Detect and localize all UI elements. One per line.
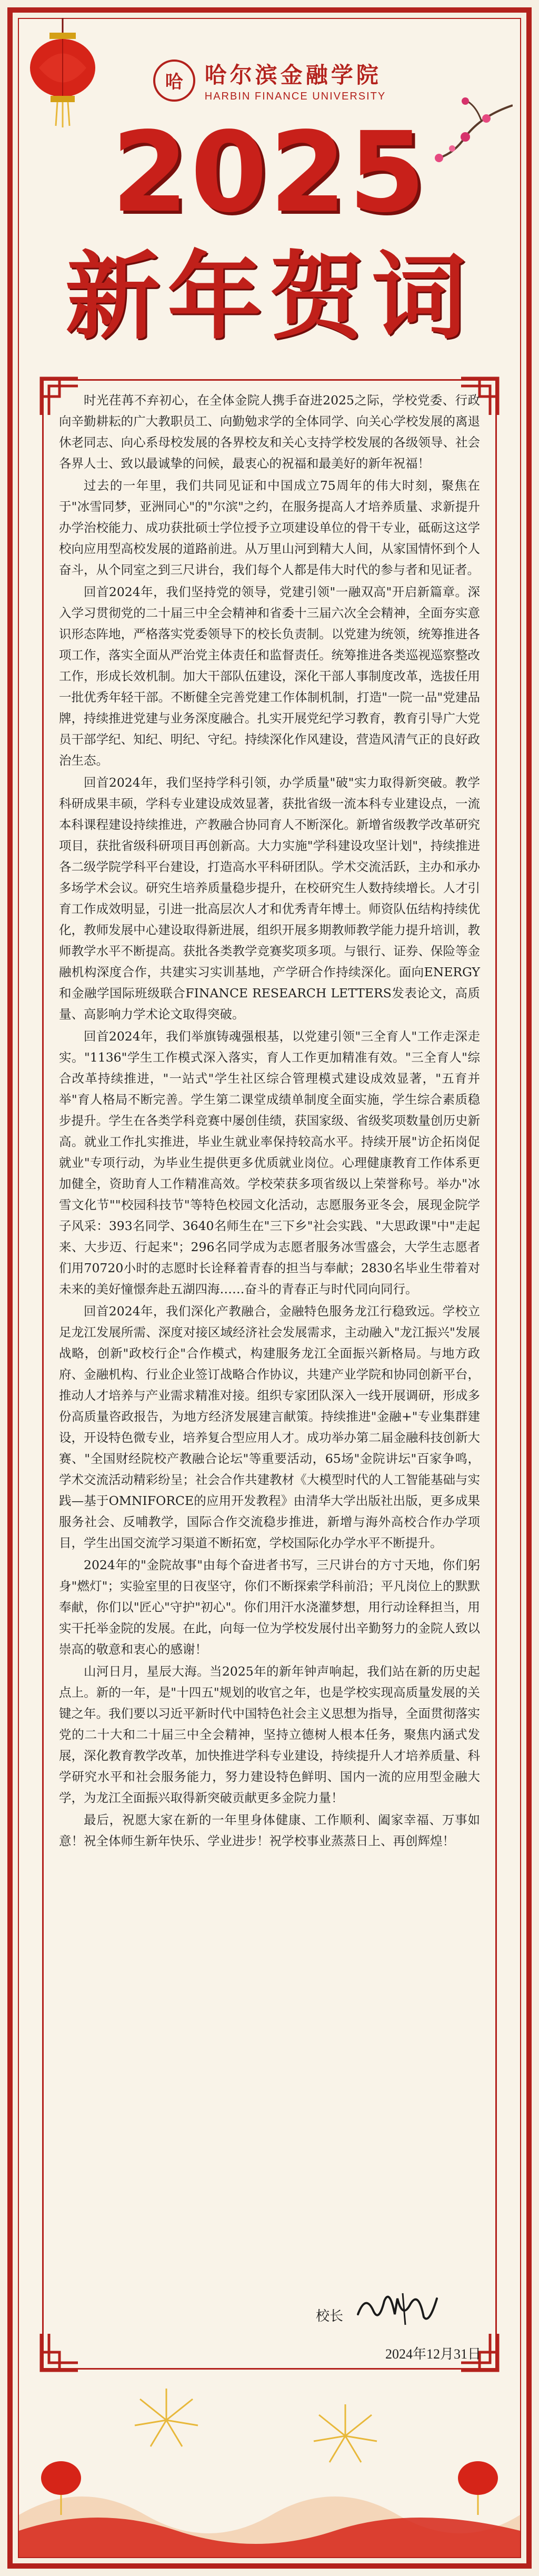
paragraph: 山河日月，星辰大海。当2025年的新年钟声响起，我们站在新的历史起点上。新的一年，是"十四五"规划的收官之年，也是学校实现高质量发展的关键之年。我们要以习近平新时代中国特色社会主义思想为指导，全面贯彻落实党的二十大和二十届三中全会精神，坚持立德树人根本任务，聚焦内涵式发展，深化教育教学改革，加快推进学科专业建设，持续提升人才培养质量、科学研究水平和社会服务能力，努力建设特色鲜明、国内一流的应用型金融大学，为龙江全面振兴取得新突破贡献更多金院力量！ [59, 1664, 480, 1805]
paragraph: 回首2024年，我们坚持党的领导，党建引领"一融双高"开启新篇章。深入学习贯彻党的二十届三中全会精神和省委十三届六次全会精神，全面夯实意识形态阵地，严格落实党委领导下的校长负责制。以党建为统领，统筹推进各项工作，落实全面从严治党主体责任和监督责任。统筹推进各类巡视巡察整改工作，形成长效机制。加大干部队伍建设，深化干部人事制度改革，选拔任用一批优秀年轻干部。不断健全完善党建工作体制机制，打造"一院一品"党建品牌，持续推进党建与业务深度融合。扎实开展党纪学习教育，教育引导广大党员干部学纪、知纪、明纪、守纪。持续深化作风建设，营造风清气正的良好政治生态。 [59, 584, 480, 768]
paragraph: 时光荏苒不弃初心，在全体金院人携手奋进2025之际，学校党委、行政向辛勤耕耘的广大教职员工、向勤勉求学的全体同学、向关心学校发展的离退休老同志、向心系母校发展的各界校友和关心支持学校发展的各级领导、社会各界人士、致以最诚挚的问候，最衷心的祝福和最美好的新年祝福！ [59, 393, 480, 471]
year-title: 2025 [111, 108, 428, 237]
university-header [0, 58, 539, 103]
university-name-cn: 哈尔滨金融学院 [204, 62, 382, 88]
paragraph: 回首2024年，我们举旗铸魂强根基，以党建引领"三全育人"工作走深走实。"1136"学生工作模式深入落实，育人工作更加精准有效。"三全育人"综合改革持续推进，"一站式"学生社区综合管理模式建设成效显著，"五育并举"育人格局不断完善。学生第二课堂成绩单制度全面实施，学生综合素质稳步提升。学生在各类学科竞赛中屡创佳绩，获国家级、省级奖项数量创历史新高。就业工作扎实推进，毕业生就业率保持较高水平。持续开展"访企拓岗促就业"专项行动，为毕业生提供更多优质就业岗位。心理健康教育工作体系更加健全，资助育人工作精准高效。学校荣获多项省级以上荣誉称号。举办"冰雪文化节""校园科技节"等特色校园文化活动，志愿服务亚冬会，展现金院学子风采：393名同学、3640名师生在"三下乡"社会实践、"大思政课"中"走起来、大步迈、行起来"；296名同学成为志愿者服务冰雪盛会，大学生志愿者们用70720小时的志愿时长诠释着青春的担当与奉献；2830名毕业生带着对未来的美好憧憬奔赴五湖四海……奋斗的青春正与时代同向同行。 [59, 1029, 480, 1296]
university-name-en: HARBIN FINANCE UNIVERSITY [204, 91, 386, 102]
fireworks-lanterns-decoration [19, 2357, 520, 2557]
signature-icon [353, 2283, 442, 2330]
paragraph: 回首2024年，我们深化产教融合，金融特色服务龙江行稳致远。学校立足龙江发展所需、深度对接区域经济社会发展需求，主动融入"龙江振兴"发展战略，创新"政校行企"合作模式，构建服务龙江全面振兴新格局。与地方政府、金融机构、行业企业签订战略合作协议，共建产业学院和协同创新平台，推动人才培养与产业需求精准对接。组织专家团队深入一线开展调研，形成多份高质量咨政报告，为地方经济发展建言献策。持续推进"金融+"专业集群建设，开设特色微专业，培养复合型应用人才。成功举办第二届金融科技创新大赛、"全国财经院校产教融合论坛"等重要活动，65场"金院讲坛"百家争鸣，学术交流活动精彩纷呈；社会合作共建教材《大模型时代的人工智能基础与实践—基于OMNIFORCE的应用开发教程》由清华大学出版社出版，更多成果服务社会、反哺教学，国际合作交流稳步推进，新增与海外高校合作办学项目，学生出国交流学习渠道不断拓宽，学校国际化办学水平不断提升。 [59, 1304, 480, 1550]
paragraph: 最后，祝愿大家在新的一年里身体健康、工作顺利、阖家幸福、万事如意！祝全体师生新年快乐、学业进步！祝学校事业蒸蒸日上、再创辉煌！ [59, 1812, 480, 1848]
page-title: 新年贺词 [65, 241, 474, 352]
greeting-body [59, 390, 480, 1852]
letter-date: 2024年12月31日 [385, 2346, 481, 2362]
signature-label: 校长 [316, 2309, 344, 2324]
paragraph: 回首2024年，我们坚持学科引领，办学质量"破"实力取得新突破。教学科研成果丰硕，学科专业建设成效显著，获批省级一流本科专业建设点，一流本科课程建设持续推进，产教融合协同育人不断深化。新增省级教学改革研究项目，获批省级科研项目再创新高。大力实施"学科建设攻坚计划"，持续推进各二级学院学科平台建设，打造高水平科研团队。学术交流活跃，主办和承办多场学术会议。研究生培养质量稳步提升，在校研究生人数持续增长。人才引育工作成效明显，引进一批高层次人才和优秀青年博士。师资队伍结构持续优化，教师发展中心建设取得新进展，组织开展多期教师教学能力提升培训，教师教学水平不断提高。获批各类教学竞赛奖项多项。与银行、证券、保险等金融机构深度合作，共建实习实训基地，产学研合作持续深化。面向ENERGY和金融学国际班级联合FINANCE RESEARCH LETTERS发表论文，高质量、高影响力学术论文取得突破。 [59, 775, 480, 1022]
signature-block [316, 2283, 484, 2330]
paragraph: 过去的一年里，我们共同见证和中国成立75周年的伟大时刻，聚焦在于"冰雪同梦，亚洲同心"的"尔滨"之约，在服务提高人才培养质量、求新提升办学治校能力、成功获批硕士学位授予立项建设单位的骨干专业，砥砺这这学校向应用型高校发展的道路前进。从万里山河到精大人间，从家国情怀到个人奋斗，从个同室之到三尺讲台，我们每个人都是伟大时代的参与者和见证者。 [59, 478, 480, 577]
paragraph: 2024年的"金院故事"由每个奋进者书写，三尺讲台的方寸天地，你们躬身"燃灯"；实验室里的日夜坚守，你们不断探索学科前沿；平凡岗位上的默默奉献，你们以"匠心"守护"初心"。你们用汗水浇灌梦想，用行动诠释担当，用实干托举金院的发展。在此，向每一位为学校发展付出辛勤努力的金院人致以崇高的敬意和衷心的感谢！ [59, 1558, 480, 1657]
university-seal-icon: 哈 [153, 60, 195, 102]
